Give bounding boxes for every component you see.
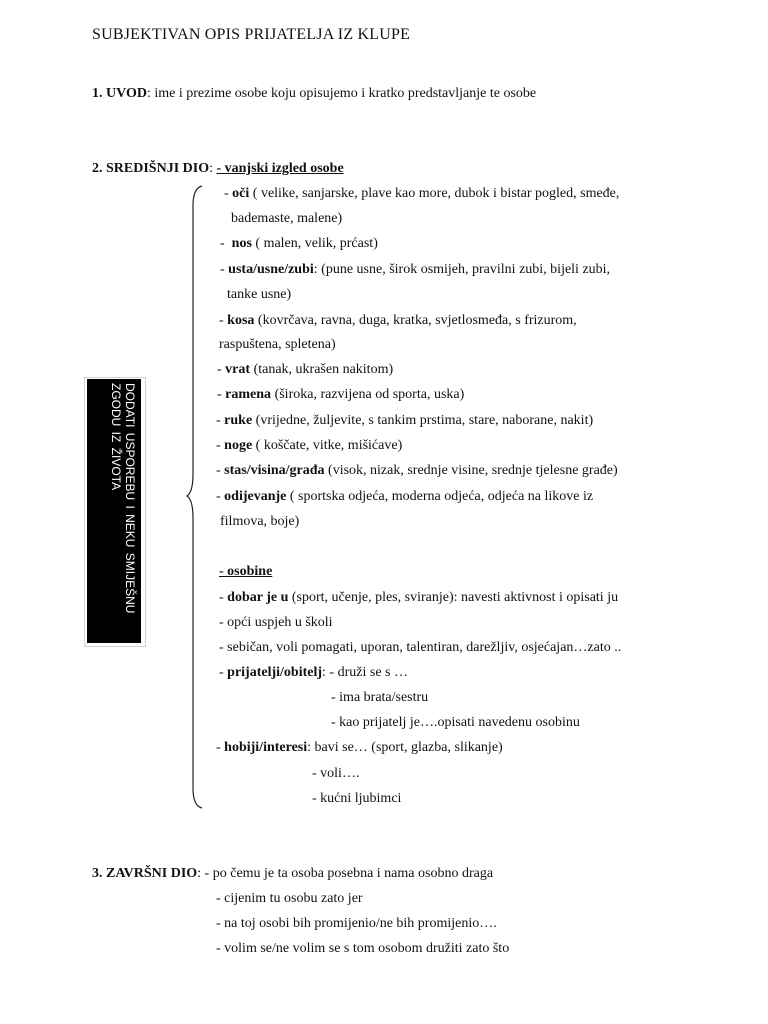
item-kao-prijatelj: - kao prijatelj je….opisati navedenu osobinu bbox=[331, 715, 580, 730]
uvod-label: 1. UVOD bbox=[92, 86, 147, 101]
sredisnji-sep: : bbox=[209, 161, 217, 176]
usta-label: usta/usne/zubi bbox=[228, 262, 314, 277]
item-usta: - usta/usne/zubi: (pune usne, širok osmijeh, pravilni zubi, bijeli zubi, bbox=[220, 262, 611, 277]
zavrsni-label: 3. ZAVRŠNI DIO bbox=[92, 866, 198, 881]
item-hobiji: - hobiji/interesi: bavi se… (sport, glazba, slikanje) bbox=[216, 740, 503, 755]
ramena-label: ramena bbox=[225, 387, 272, 402]
item-noge: - noge ( koščate, vitke, mišićave) bbox=[216, 438, 403, 453]
sredisnji-heading-line bbox=[92, 160, 344, 178]
uvod-text: : ime i prezime osobe koju opisujemo i kratko predstavljanje te osobe bbox=[146, 86, 537, 101]
item-vrat: - vrat (tanak, ukrašen nakitom) bbox=[217, 362, 394, 377]
dobar-text: (sport, učenje, ples, sviranje): navesti aktivnost i opisati ju bbox=[288, 590, 619, 605]
vrat-text: (tanak, ukrašen nakitom) bbox=[250, 362, 394, 377]
hobiji-label: hobiji/interesi bbox=[224, 740, 308, 755]
item-oci: - oči ( velike, sanjarske, plave kao more, dubok i bistar pogled, smeđe, bbox=[224, 186, 620, 201]
nos-label: nos bbox=[231, 236, 252, 251]
item-sebican: - sebičan, voli pomagati, uporan, talentiran, darežljiv, osjećajan…zato .. bbox=[219, 640, 622, 655]
hobiji-text: : bavi se… (sport, glazba, slikanje) bbox=[307, 740, 503, 755]
kosa-label: kosa bbox=[227, 313, 255, 328]
ruke-text: (vrijedne, žuljevite, s tankim prstima, stare, naborane, nakit) bbox=[252, 413, 594, 428]
noge-text: ( koščate, vitke, mišićave) bbox=[252, 438, 403, 453]
zavrsni-text-1: : - po čemu je ta osoba posebna i nama osobno draga bbox=[197, 866, 494, 881]
dobar-label: dobar je u bbox=[227, 590, 289, 605]
page-title: SUBJEKTIVAN OPIS PRIJATELJA IZ KLUPE bbox=[92, 26, 411, 43]
uvod-line bbox=[92, 85, 536, 103]
item-opci: - opći uspjeh u školi bbox=[219, 615, 333, 630]
item-voli: - voli…. bbox=[312, 766, 360, 781]
ramena-text: (široka, razvijena od sporta, uska) bbox=[271, 387, 465, 402]
vrat-label: vrat bbox=[225, 362, 251, 377]
item-kosa-cont: raspuštena, spletena) bbox=[219, 337, 336, 352]
side-note-text: DODATI USPOREBU I NEKU SMIJEŠNU ZGODU IZ ŽIVOTA bbox=[109, 383, 137, 614]
item-ruke: - ruke (vrijedne, žuljevite, s tankim prstima, stare, naborane, nakit) bbox=[216, 413, 594, 428]
item-nos: - nos ( malen, velik, prćast) bbox=[220, 236, 378, 251]
nos-text: ( malen, velik, prćast) bbox=[251, 236, 378, 251]
stas-label: stas/visina/građa bbox=[224, 463, 325, 478]
item-odijevanje: - odijevanje ( sportska odjeća, moderna odjeća, odjeća na likove iz bbox=[216, 489, 594, 504]
zavrsni-line-1 bbox=[92, 865, 493, 883]
item-prijatelji: - prijatelji/obitelj: - druži se s … bbox=[219, 665, 408, 680]
vanjski-izgled-heading: - vanjski izgled osobe bbox=[216, 161, 344, 176]
osobine-heading: - osobine bbox=[219, 564, 273, 579]
item-dobar: - dobar je u (sport, učenje, ples, sviranje): navesti aktivnost i opisati ju bbox=[219, 590, 619, 605]
curly-brace-icon bbox=[184, 184, 206, 812]
item-kosa: - kosa (kovrčava, ravna, duga, kratka, svjetlosmeđa, s frizurom, bbox=[219, 313, 577, 328]
zavrsni-line-3: - na toj osobi bih promijenio/ne bih promijenio…. bbox=[216, 916, 497, 931]
item-ramena: - ramena (široka, razvijena od sporta, uska) bbox=[217, 387, 465, 402]
item-brata: - ima brata/sestru bbox=[331, 690, 429, 705]
prijatelji-text: : - druži se s … bbox=[322, 665, 408, 680]
prijatelji-label: prijatelji/obitelj bbox=[227, 665, 323, 680]
odijevanje-label: odijevanje bbox=[224, 489, 287, 504]
kosa-text: (kovrčava, ravna, duga, kratka, svjetlosmeđa, s frizurom, bbox=[254, 313, 577, 328]
oci-label: oči bbox=[232, 186, 250, 201]
item-odijevanje-cont: filmova, boje) bbox=[220, 514, 300, 529]
noge-label: noge bbox=[224, 438, 253, 453]
item-oci-cont: bademaste, malene) bbox=[231, 211, 343, 226]
oci-text: ( velike, sanjarske, plave kao more, dubok i bistar pogled, smeđe, bbox=[249, 186, 620, 201]
zavrsni-line-2: - cijenim tu osobu zato jer bbox=[216, 891, 363, 906]
item-usta-cont: tanke usne) bbox=[227, 287, 292, 302]
stas-text: (visok, nizak, srednje visine, srednje tjelesne građe) bbox=[324, 463, 618, 478]
sredisnji-label: 2. SREDIŠNJI DIO bbox=[92, 161, 210, 176]
zavrsni-line-4: - volim se/ne volim se s tom osobom družiti zato što bbox=[216, 941, 510, 956]
usta-text: : (pune usne, širok osmijeh, pravilni zubi, bijeli zubi, bbox=[313, 262, 611, 277]
odijevanje-text: ( sportska odjeća, moderna odjeća, odjeća na likove iz bbox=[286, 489, 594, 504]
item-stas: - stas/visina/građa (visok, nizak, srednje visine, srednje tjelesne građe) bbox=[216, 463, 618, 478]
item-kucni: - kućni ljubimci bbox=[312, 791, 402, 806]
ruke-label: ruke bbox=[224, 413, 253, 428]
side-note-box bbox=[87, 379, 141, 643]
